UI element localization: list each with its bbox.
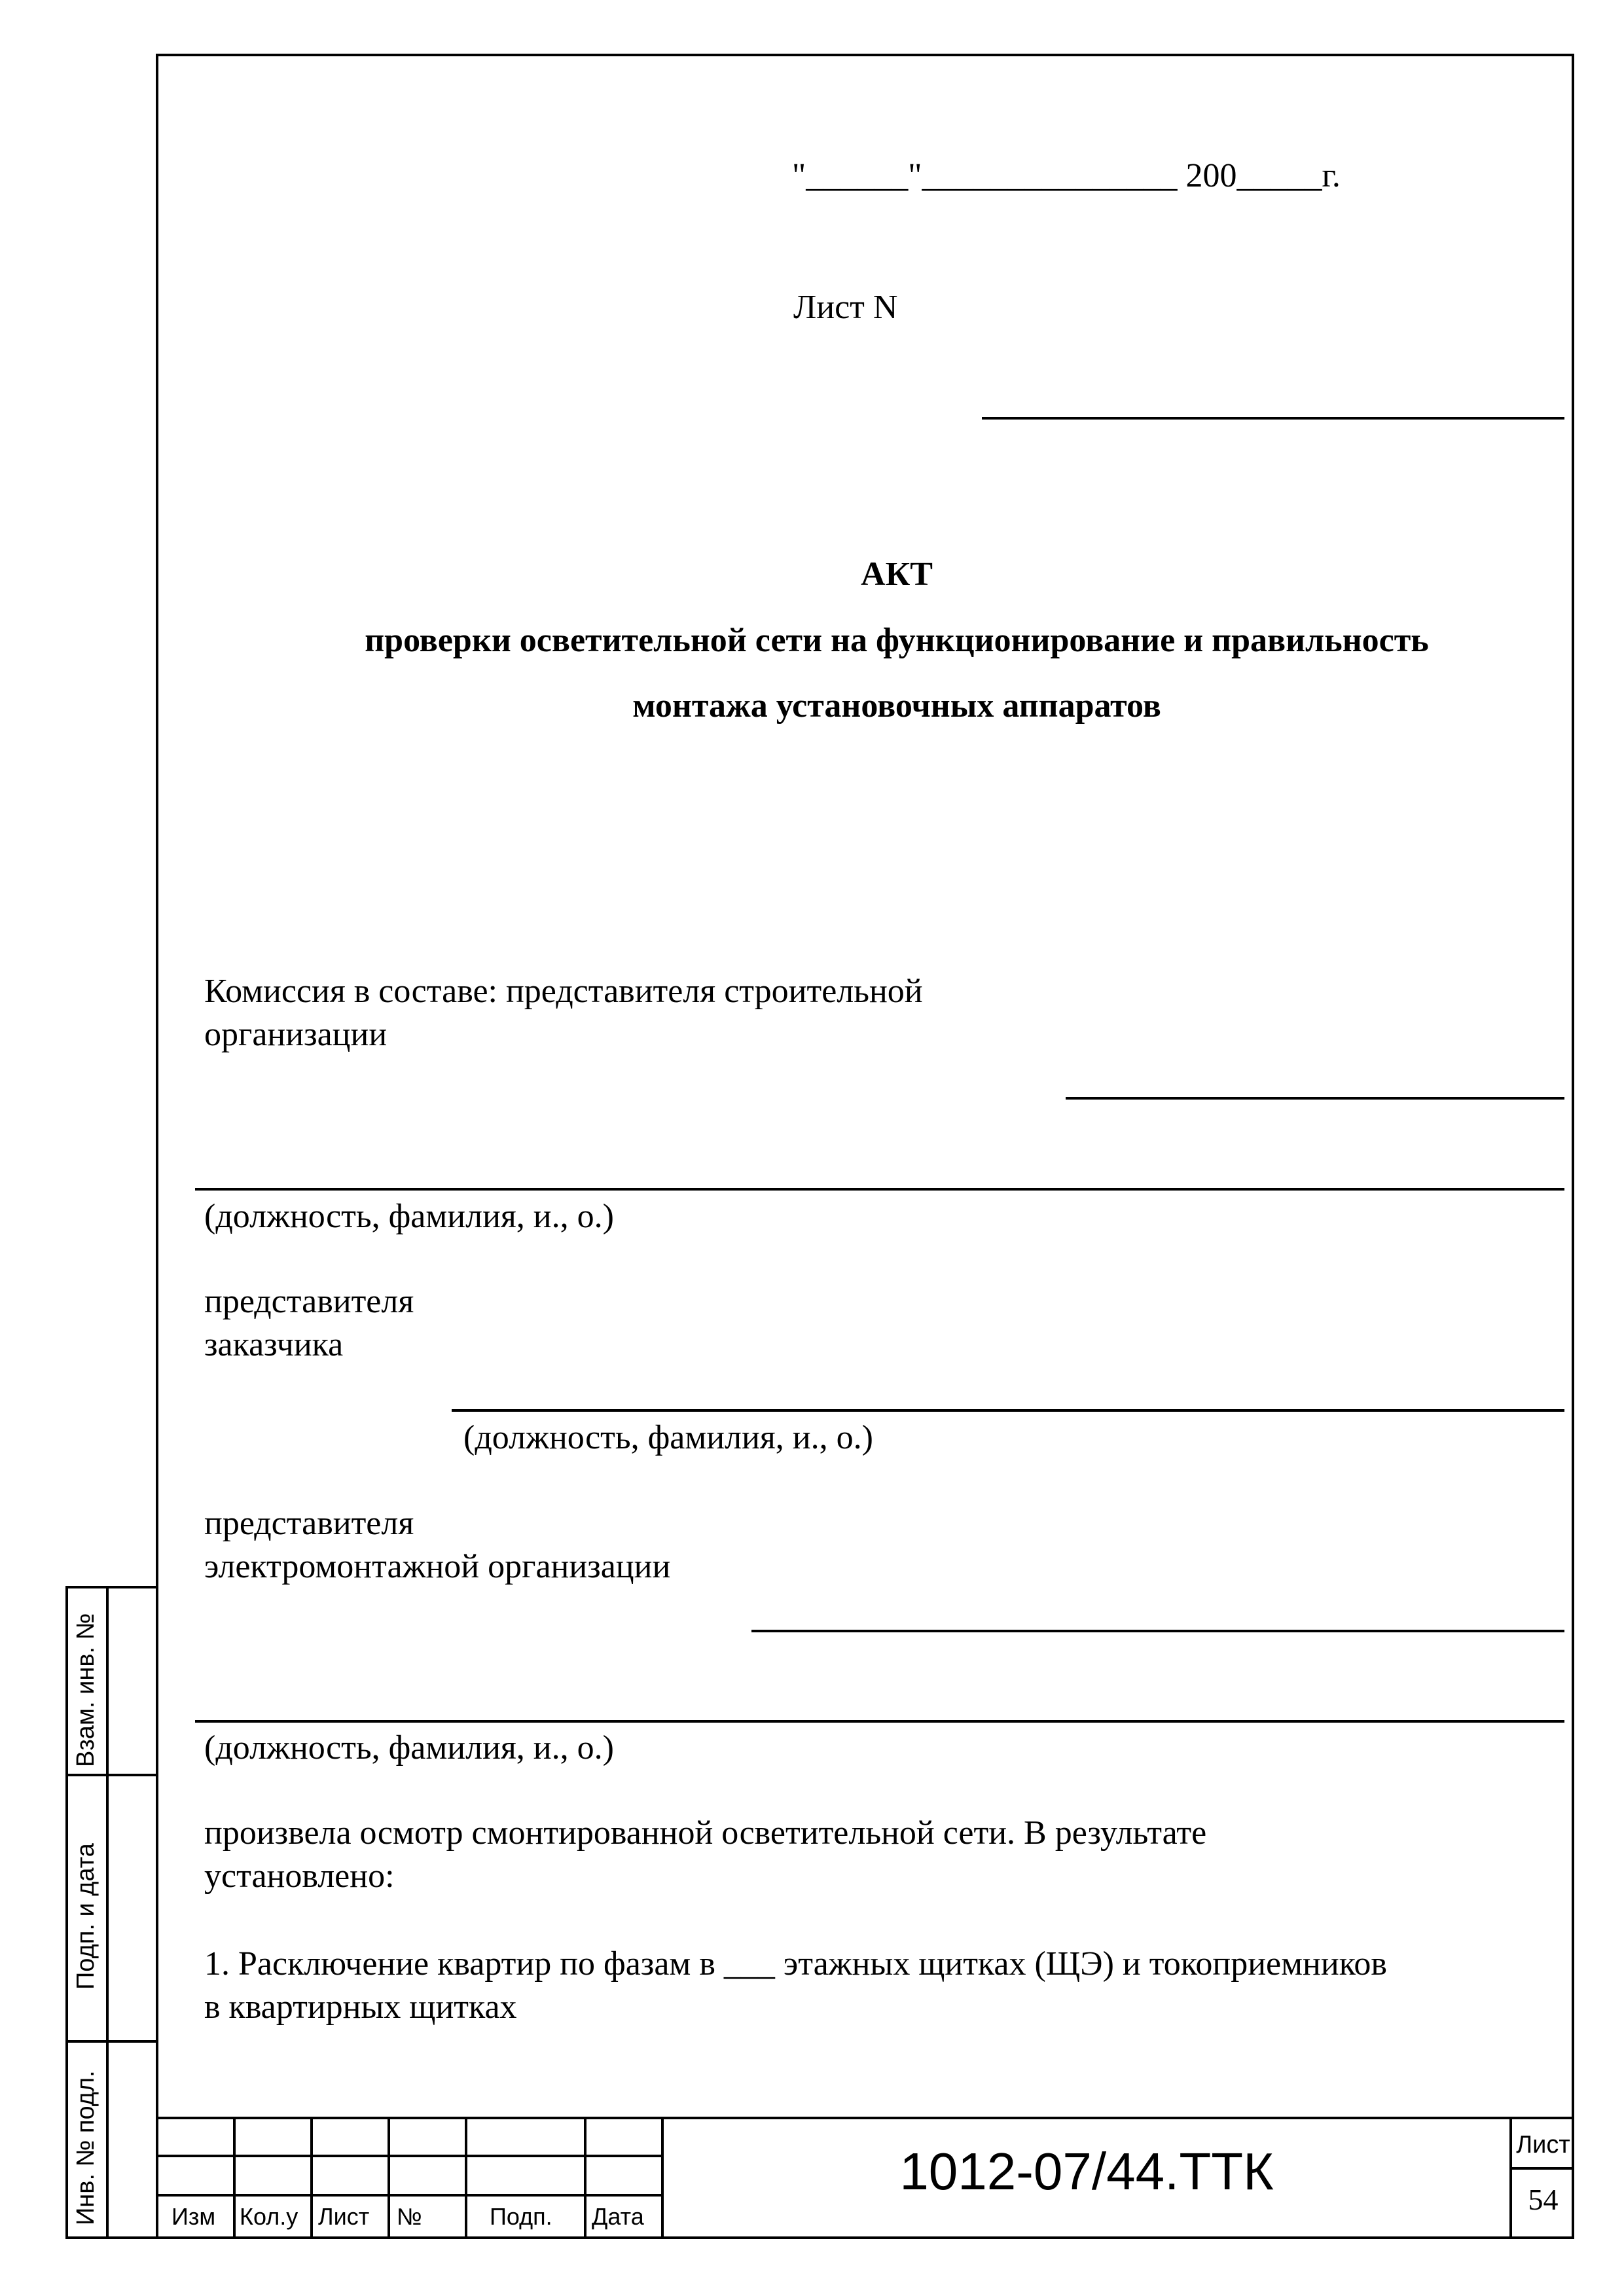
- customer-line1: представителя: [204, 1283, 414, 1320]
- electric-position-underline: [195, 1720, 1564, 1723]
- col-label-kol: Кол.у: [240, 2203, 298, 2230]
- result-line2: установлено:: [204, 1857, 395, 1895]
- col-label-list: Лист: [318, 2203, 370, 2230]
- act-subtitle-line1: проверки осветительной сети на функционирование и правильность: [365, 622, 1429, 659]
- title-block-col-1: [233, 2117, 236, 2239]
- page-frame: [156, 54, 1574, 2239]
- title-block-col-5: [584, 2117, 586, 2239]
- position-hint-customer: (должность, фамилия, и., о.): [463, 1419, 873, 1456]
- col-label-data: Дата: [592, 2203, 644, 2230]
- customer-underline: [452, 1409, 1564, 1412]
- builder-position-underline: [195, 1188, 1564, 1191]
- side-stamp-top-rule: [65, 1586, 157, 1588]
- act-title: АКТ: [861, 556, 933, 593]
- item1-line2: в квартирных щитках: [204, 1988, 517, 2026]
- side-stamp-outer-border: [65, 1586, 68, 2239]
- side-label-sign-date: Подп. и дата: [72, 1843, 99, 1990]
- side-stamp-label-divider: [106, 1586, 109, 2239]
- title-block-top-rule: [156, 2117, 1574, 2119]
- item1-line1: 1. Расключение квартир по фазам в ___ этажных щитках (ЩЭ) и токоприемников: [204, 1945, 1387, 1982]
- sheet-cell-label: Лист: [1516, 2131, 1570, 2159]
- position-hint-builder: (должность, фамилия, и., о.): [204, 1198, 614, 1235]
- col-label-podp: Подп.: [490, 2203, 552, 2230]
- side-stamp-bottom-rule: [65, 2236, 157, 2239]
- organization-underline: [1066, 1097, 1564, 1100]
- title-block-col-2: [310, 2117, 313, 2239]
- commission-line1: Комиссия в составе: представителя строительной: [204, 973, 923, 1010]
- title-block-col-3: [388, 2117, 390, 2239]
- side-stamp-rule-1: [65, 1774, 157, 1776]
- date-line: "______"_______________ 200_____г.: [792, 157, 1341, 194]
- col-label-no: №: [397, 2203, 422, 2230]
- commission-line2: организации: [204, 1016, 388, 1053]
- sheet-cell-number: 54: [1528, 2183, 1559, 2216]
- result-line1: произвела осмотр смонтированной осветительной сети. В результате: [204, 1814, 1207, 1852]
- side-label-inv-orig: Инв. № подл.: [72, 2070, 99, 2225]
- electric-line1: представителя: [204, 1505, 414, 1542]
- sheet-number-label: Лист N: [793, 289, 898, 326]
- title-block-col-4: [465, 2117, 467, 2239]
- col-label-izm: Изм: [171, 2203, 216, 2230]
- customer-line2: заказчика: [204, 1326, 344, 1363]
- side-label-inv-swap: Взам. инв. №: [72, 1613, 99, 1767]
- electric-org-underline: [751, 1630, 1564, 1632]
- document-code: 1012-07/44.ТТК: [899, 2142, 1274, 2200]
- electric-line2: электромонтажной организации: [204, 1548, 671, 1585]
- act-subtitle-line2: монтажа установочных аппаратов: [632, 687, 1161, 725]
- position-hint-electric: (должность, фамилия, и., о.): [204, 1729, 614, 1767]
- sheet-cell-rule: [1509, 2167, 1574, 2170]
- sheet-number-underline: [982, 417, 1564, 420]
- side-stamp-rule-2: [65, 2040, 157, 2043]
